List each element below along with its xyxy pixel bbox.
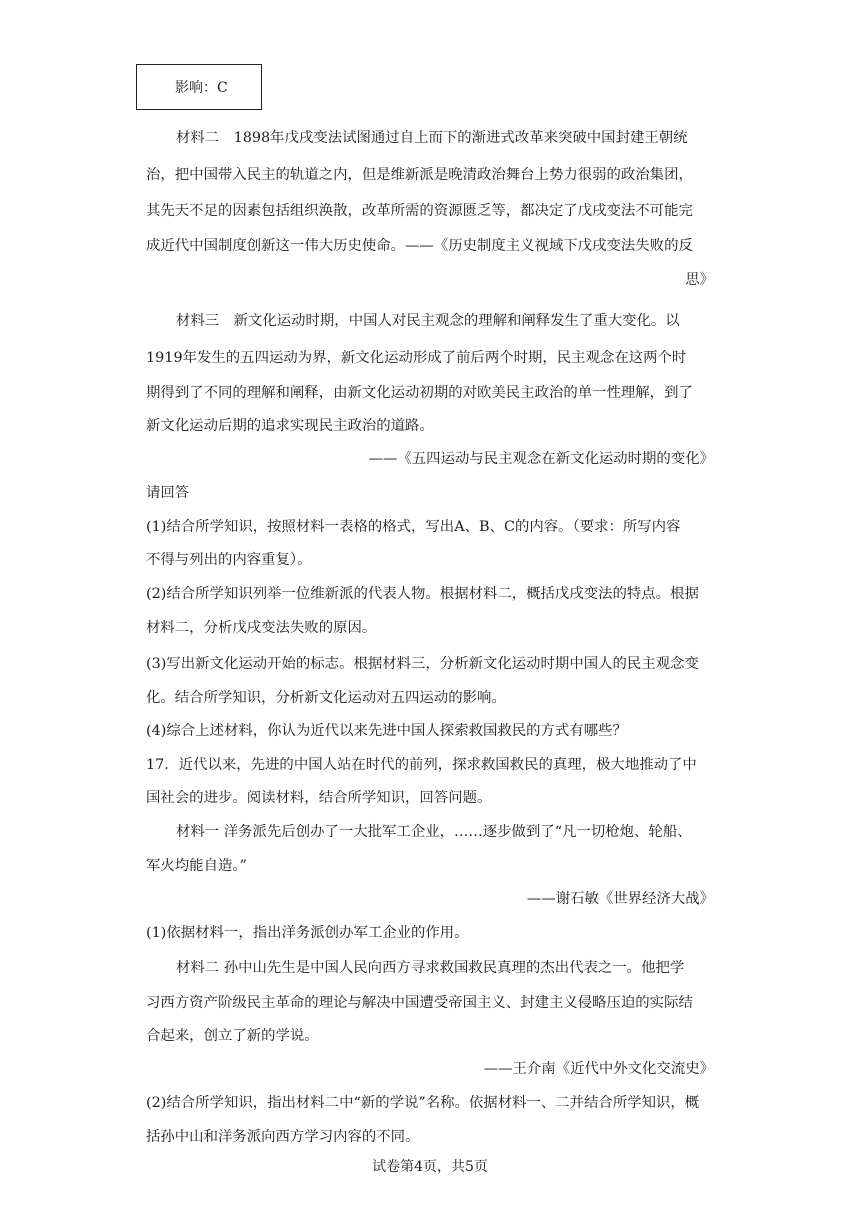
- source-citation: ——王介南《近代中外文化交流史》: [483, 1061, 714, 1077]
- text-line: 材料二，分析戊戌变法失败的原因。: [146, 620, 377, 636]
- text-line: 新文化运动后期的追求实现民主政治的道路。: [146, 418, 434, 434]
- text-line: 1919年发生的五四运动为界，新文化运动形成了前后两个时期，民主观念在这两个时: [146, 350, 687, 366]
- question-17: 17．近代以来，先进的中国人站在时代的前列，探求救国救民的真理，极大地推动了中: [146, 757, 697, 773]
- question-3: (3)写出新文化运动开始的标志。根据材料三，分析新文化运动时期中国人的民主观念变: [146, 656, 699, 672]
- page-footer: 试卷第4页，共5页: [372, 1159, 488, 1175]
- text-line: 材料二 孙中山先生是中国人民向西方寻求救国救民真理的杰出代表之一。他把学: [176, 960, 685, 976]
- text-line: 括孙中山和洋务派向西方学习内容的不同。: [146, 1129, 420, 1145]
- text-line: 军火均能自造。”: [146, 858, 247, 874]
- answer-box-text: 影响：C: [175, 80, 228, 96]
- source-citation: ——《五四运动与民主观念在新文化运动时期的变化》: [368, 451, 714, 467]
- text-line: 期得到了不同的理解和阐释，由新文化运动初期的对欧美民主政治的单一性理解，到了: [146, 385, 693, 401]
- text-line: 材料一 洋务派先后创办了一大批军工企业，……逐步做到了“凡一切枪炮、轮船、: [176, 824, 692, 840]
- answer-box: [136, 64, 262, 110]
- text-line: 材料二 1898年戊戌变法试图通过自上而下的渐进式改革来突破中国封建王朝统: [176, 130, 688, 146]
- text-line: 其先天不足的因素包括组织涣散，改革所需的资源匮乏等，都决定了戊戌变法不可能完: [146, 203, 693, 219]
- question-4: (4)综合上述材料，你认为近代以来先进中国人探索救国救民的方式有哪些？: [146, 723, 627, 739]
- text-line: 材料三 新文化运动时期，中国人对民主观念的理解和阐释发生了重大变化。以: [176, 313, 680, 329]
- text-line: 思》: [685, 272, 714, 288]
- question-17-1: (1)依据材料一，指出洋务派创办军工企业的作用。: [146, 925, 469, 941]
- text-line: 合起来，创立了新的学说。: [146, 1028, 319, 1044]
- text-line: 习西方资产阶级民主革命的理论与解决中国遭受帝国主义、封建主义侵略压迫的实际结: [146, 995, 693, 1011]
- text-line: 成近代中国制度创新这一伟大历史使命。——《历史制度主义视域下戊戌变法失败的反: [146, 238, 693, 254]
- text-line: 化。结合所学知识，分析新文化运动对五四运动的影响。: [146, 690, 506, 706]
- question-2: (2)结合所学知识列举一位维新派的代表人物。根据材料二，概括戊戌变法的特点。根据: [146, 586, 699, 602]
- text-line: 请回答: [146, 485, 190, 501]
- question-1: (1)结合所学知识，按照材料一表格的格式，写出A、B、C的内容。（要求：所写内容: [146, 519, 681, 535]
- text-line: 不得与列出的内容重复）。: [146, 552, 312, 568]
- source-citation: ——谢石敏《世界经济大战》: [526, 891, 714, 907]
- text-line: 国社会的进步。阅读材料，结合所学知识，回答问题。: [146, 790, 492, 806]
- text-line: 治，把中国带入民主的轨道之内，但是维新派是晚清政治舞台上势力很弱的政治集团，: [146, 167, 693, 183]
- question-17-2: (2)结合所学知识，指出材料二中“新的学说”名称。依据材料一、二并结合所学知识，概: [146, 1095, 700, 1111]
